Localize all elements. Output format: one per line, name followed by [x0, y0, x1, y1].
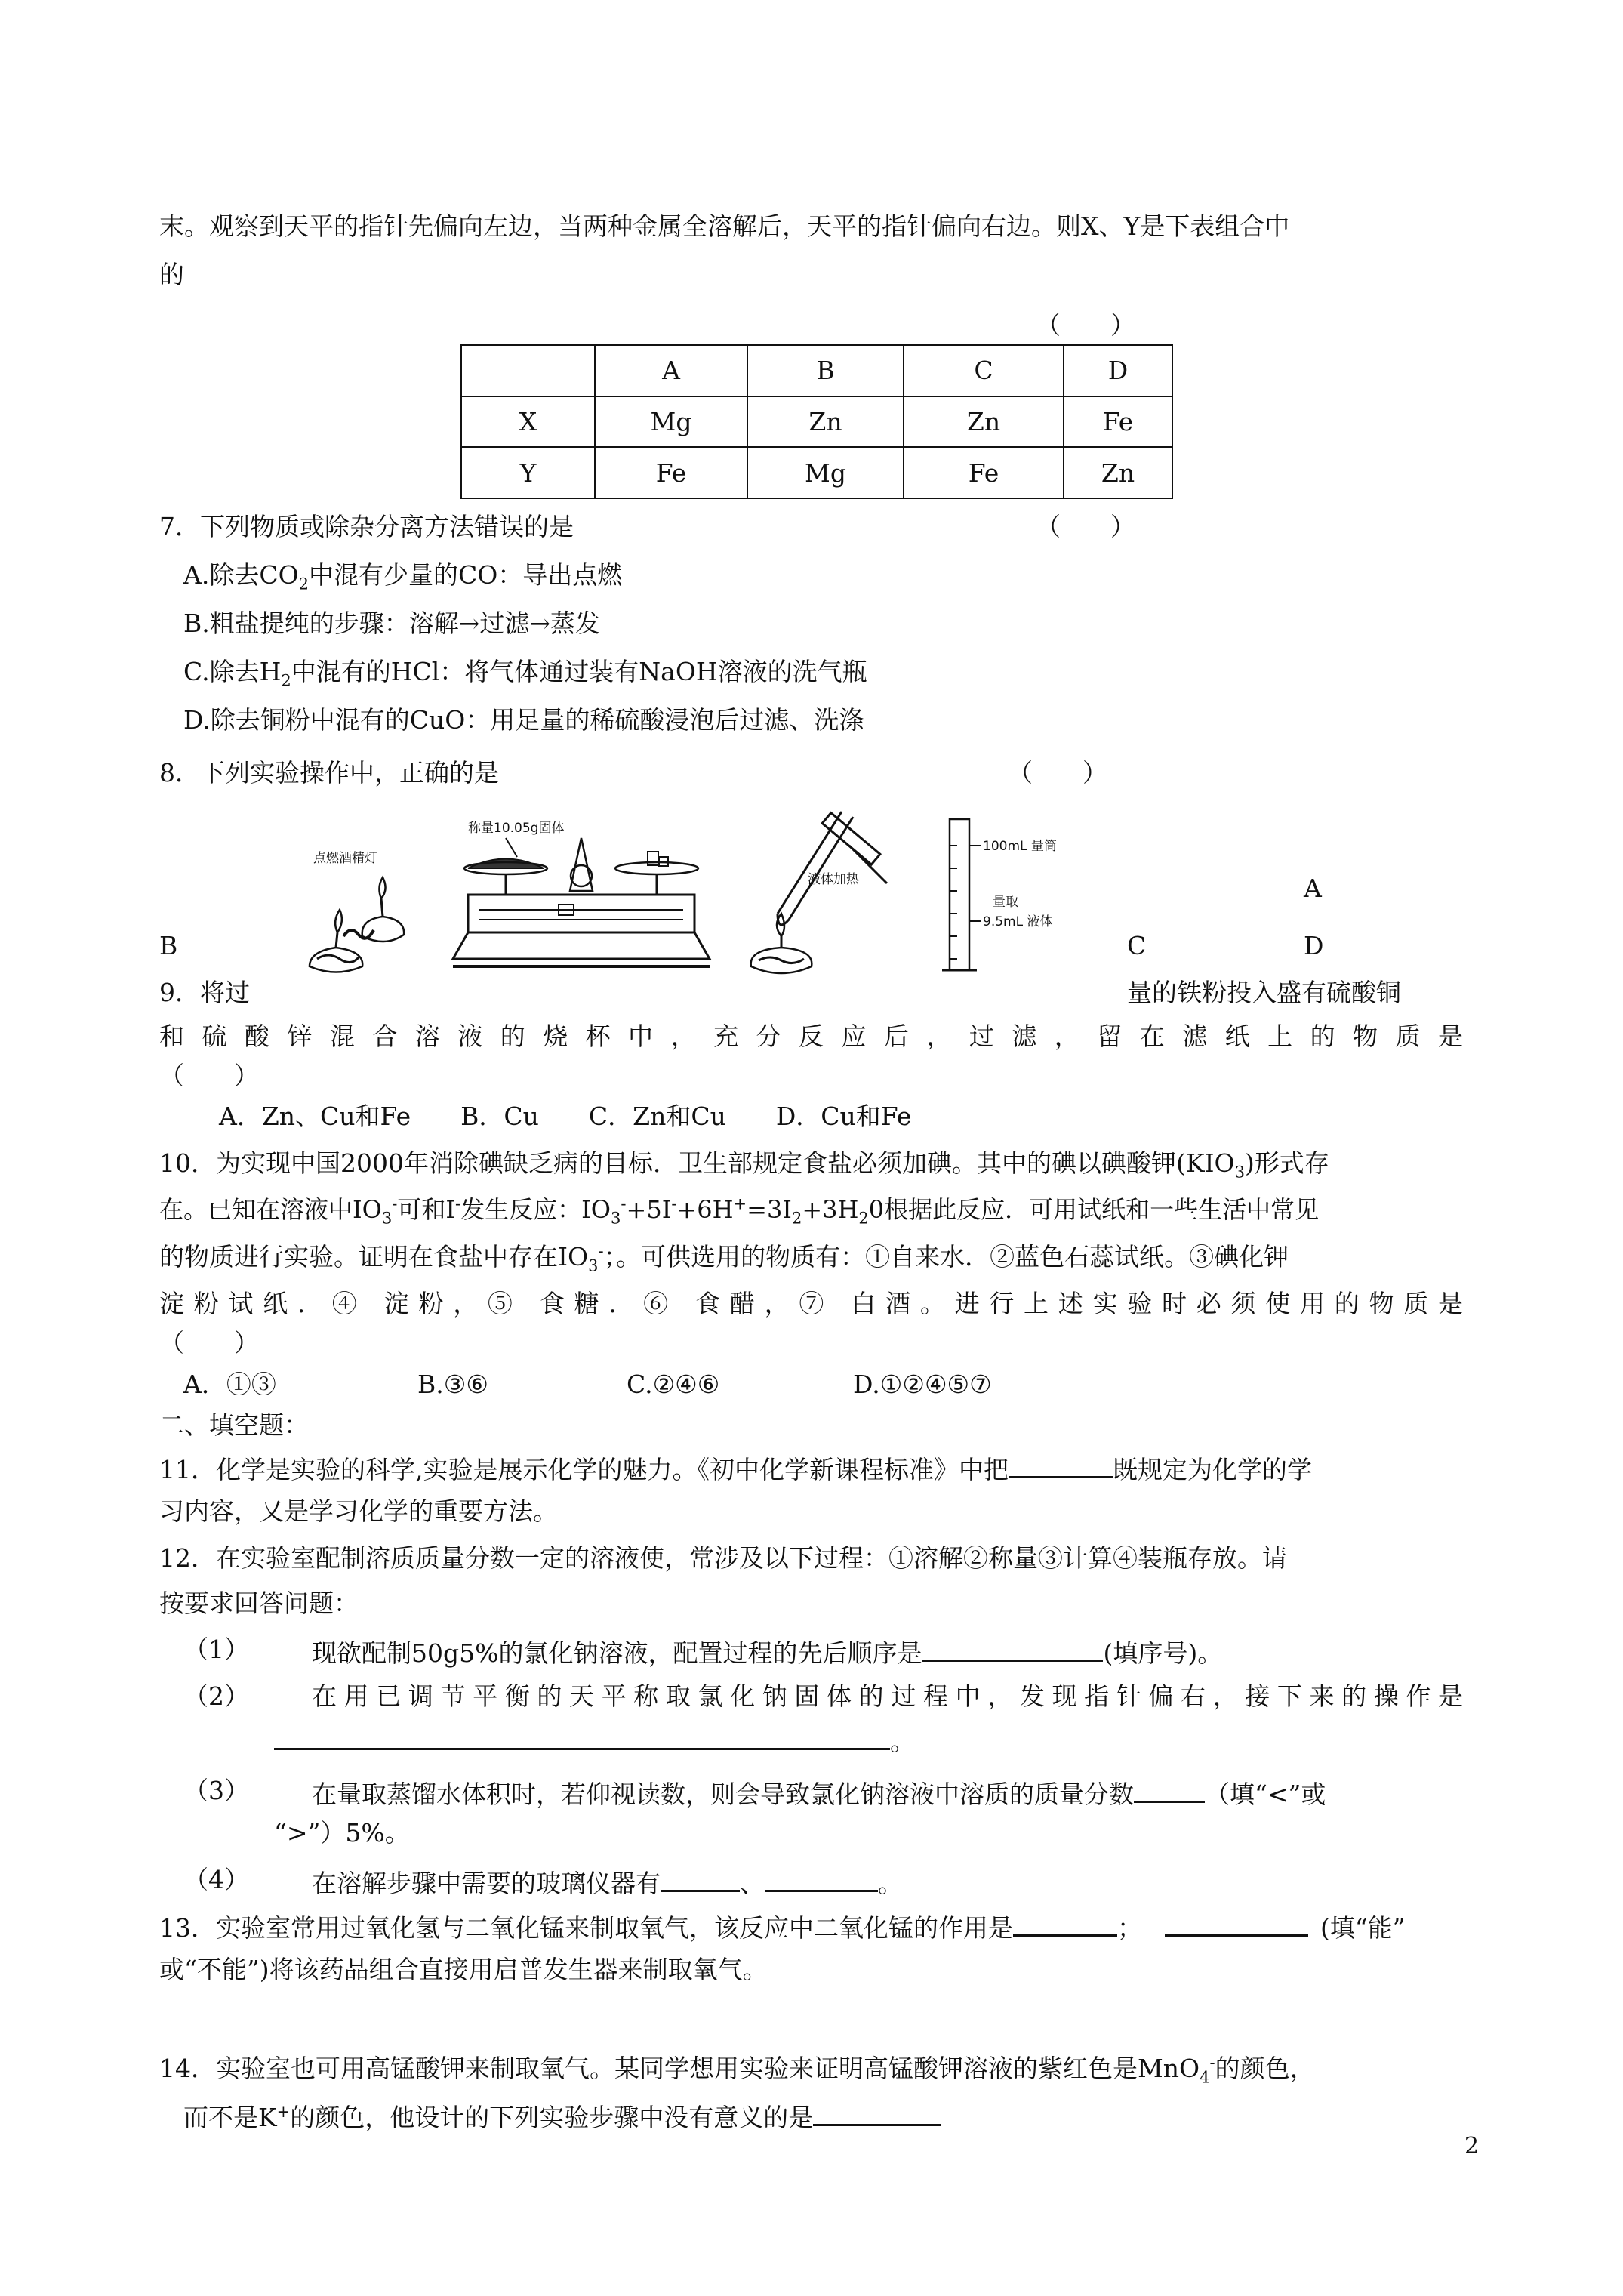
answer-blank[interactable]: [1013, 1912, 1117, 1937]
q10-text-line3: 的物质进行实验。证明在食盐中存在$IO_3^-$；。可供选用的物质有：①自来水．②蓝色石蕊试纸。③碘化钾: [159, 1242, 1289, 1275]
q6-options-table: [460, 344, 1173, 499]
q12-part3-text-cont: “>”）5%。: [274, 1818, 410, 1848]
table-row: [461, 396, 1172, 448]
q10-option-d: D.①②④⑤⑦: [853, 1370, 992, 1399]
answer-blank[interactable]: [1165, 1912, 1308, 1937]
table-row: [461, 447, 1172, 498]
q8-figure-graduated-cylinder: [936, 815, 1072, 982]
q8-figure-caption: 液体加热: [808, 872, 859, 887]
q10-option-a: A．①③: [183, 1370, 276, 1399]
q10-text-line1: 10．为实现中国2000年消除碘缺乏病的目标．卫生部规定食盐必须加碘。其中的碘以碘酸钾$(KIO_3)$形式存: [159, 1148, 1329, 1182]
q13-text-line1: 13．实验室常用过氧化氢与二氧化锰来制取氧气，该反应中二氧化锰的作用是 ； (填“能”: [159, 1913, 1406, 1943]
answer-blank[interactable]: [1134, 1778, 1205, 1803]
q11-text-line2: 习内容，又是学习化学的重要方法。: [159, 1496, 558, 1526]
answer-blank[interactable]: [765, 1867, 878, 1892]
q9-answer-bracket: （ ）: [159, 1061, 259, 1090]
q12-part2-answer-line: 。: [274, 1725, 915, 1754]
table-cell: Y: [461, 447, 595, 498]
q10-option-c: C.②④⑥: [627, 1370, 720, 1399]
table-cell: D: [1064, 345, 1172, 396]
q7-option-b: B.粗盐提纯的步骤：溶解→过滤→蒸发: [183, 609, 601, 638]
q10-answer-bracket: （ ）: [159, 1328, 259, 1358]
q12-text-line2: 按要求回答问题：: [159, 1589, 359, 1618]
table-cell: B: [747, 345, 904, 396]
table-cell: Mg: [595, 396, 747, 448]
table-cell: Fe: [1064, 396, 1172, 448]
q8-label-c: C: [1127, 931, 1147, 960]
table-cell: [461, 345, 595, 396]
q9-text-line1-left: 9．将过: [159, 978, 250, 1007]
q12-part4-number: （4）: [183, 1865, 249, 1894]
table-cell: Zn: [1064, 447, 1172, 498]
q8-figure-caption: 称量10.05g固体: [468, 821, 565, 836]
q7-option-c: C.除去$H_2$中混有的HCl：将气体通过装有NaOH溶液的洗气瓶: [183, 657, 867, 690]
q8-figure-heating-liquid: [736, 800, 895, 982]
q8-label-b: B: [159, 931, 178, 960]
table-row: [461, 345, 1172, 396]
table-cell: X: [461, 396, 595, 448]
q14-text-line1: 14．实验室也可用高锰酸钾来制取氧气。某同学想用实验来证明高锰酸钾溶液的紫红色是MnO$_4$-的颜色，: [159, 2054, 1315, 2087]
table-cell: Mg: [747, 447, 904, 498]
q9-text-line1-right: 量的铁粉投入盛有硫酸铜: [1127, 978, 1401, 1007]
answer-blank[interactable]: [661, 1867, 740, 1892]
q9-text-line2: 和硫酸锌混合溶液的烧杯中，充分反应后，过滤，留在滤纸上的物质是: [159, 1022, 1463, 1051]
q12-part2-text: 在用已调节平衡的天平称取氯化钠固体的过程中，发现指针偏右，接下来的操作是: [312, 1681, 1463, 1711]
q8-stem: 8．下列实验操作中，正确的是: [159, 758, 499, 787]
q8-figure-caption: 100mL 量筒: [983, 839, 1057, 854]
q11-text-line1: 11．化学是实验的科学,实验是展示化学的魅力。《初中化学新课程标准》中把 既规定为化学的学: [159, 1455, 1312, 1484]
q12-part4-text: 在溶解步骤中需要的玻璃仪器有 、 。: [312, 1869, 903, 1898]
q6-answer-bracket: （ ）: [1036, 310, 1135, 340]
q12-text-line1: 12．在实验室配制溶质质量分数一定的溶液使，常涉及以下过程：①溶解②称量③计算④装瓶存放。请: [159, 1543, 1287, 1573]
q7-answer-bracket: （ ）: [1036, 512, 1135, 541]
q8-figure-balance: [438, 815, 725, 982]
table-cell: Zn: [747, 396, 904, 448]
page-number: 2: [1464, 2133, 1480, 2159]
q14-text-line2: 而不是K+的颜色，他设计的下列实验步骤中没有意义的是: [183, 2101, 941, 2130]
q12-part1-number: （1）: [183, 1635, 249, 1664]
section-heading: 二、填空题：: [159, 1410, 309, 1440]
q8-figure-caption: 9.5mL 液体: [983, 914, 1053, 929]
q8-label-a: A: [1304, 874, 1322, 903]
q9-options: A．Zn、Cu和Fe B．Cu C．Zn和Cu D．Cu和Fe: [219, 1102, 912, 1131]
q8-figure-caption: 点燃酒精灯: [313, 851, 377, 866]
q8-figure-caption: 量取: [993, 895, 1018, 910]
q8-label-d: D: [1304, 931, 1324, 960]
q12-part1-text: 现欲配制50g5%的氯化钠溶液，配置过程的先后顺序是 (填序号)。: [312, 1638, 1223, 1668]
table-cell: Zn: [904, 396, 1064, 448]
q13-text-line2: 或“不能”)将该药品组合直接用启普发生器来制取氧气。: [159, 1955, 768, 1984]
q12-part3-number: （3）: [183, 1776, 249, 1805]
q7-stem: 7．下列物质或除杂分离方法错误的是: [159, 512, 574, 541]
q6-text-line1: 末。观察到天平的指针先偏向左边，当两种金属全溶解后，天平的指针偏向右边。则X、Y是下表组合中: [159, 211, 1290, 241]
q6-text-line2: 的: [159, 260, 184, 289]
q10-text-line2: 在。已知在溶液中$IO_3^-$可和I-发生反应：$IO_3^-+5I^-+6H^+=3I_2+3H_20$根据此反应．可用试纸和一些生活中常见: [159, 1194, 1320, 1228]
q12-part2-number: （2）: [183, 1681, 249, 1711]
q7-option-a: A.除去$CO_2$中混有少量的CO：导出点燃: [183, 560, 623, 593]
q10-text-line4: 淀粉试纸．④ 淀粉，⑤ 食糖．⑥ 食醋，⑦ 白酒。进行上述实验时必须使用的物质是: [159, 1289, 1463, 1318]
q8-answer-bracket: （ ）: [1008, 758, 1107, 787]
q12-part3-text: 在量取蒸馏水体积时，若仰视读数，则会导致氯化钠溶液中溶质的质量分数 （填“<”或: [312, 1780, 1326, 1809]
table-cell: Fe: [904, 447, 1064, 498]
q7-option-d: D.除去铜粉中混有的CuO：用足量的稀硫酸浸泡后过滤、洗涤: [183, 705, 864, 735]
answer-blank[interactable]: [1009, 1453, 1113, 1478]
table-cell: Fe: [595, 447, 747, 498]
q10-option-b: B.③⑥: [417, 1370, 488, 1399]
answer-blank[interactable]: [813, 2101, 941, 2126]
table-cell: A: [595, 345, 747, 396]
answer-blank[interactable]: [922, 1637, 1103, 1662]
q8-figure-alcohol-lamps: [306, 846, 419, 985]
table-cell: C: [904, 345, 1064, 396]
answer-blank[interactable]: [274, 1725, 890, 1750]
